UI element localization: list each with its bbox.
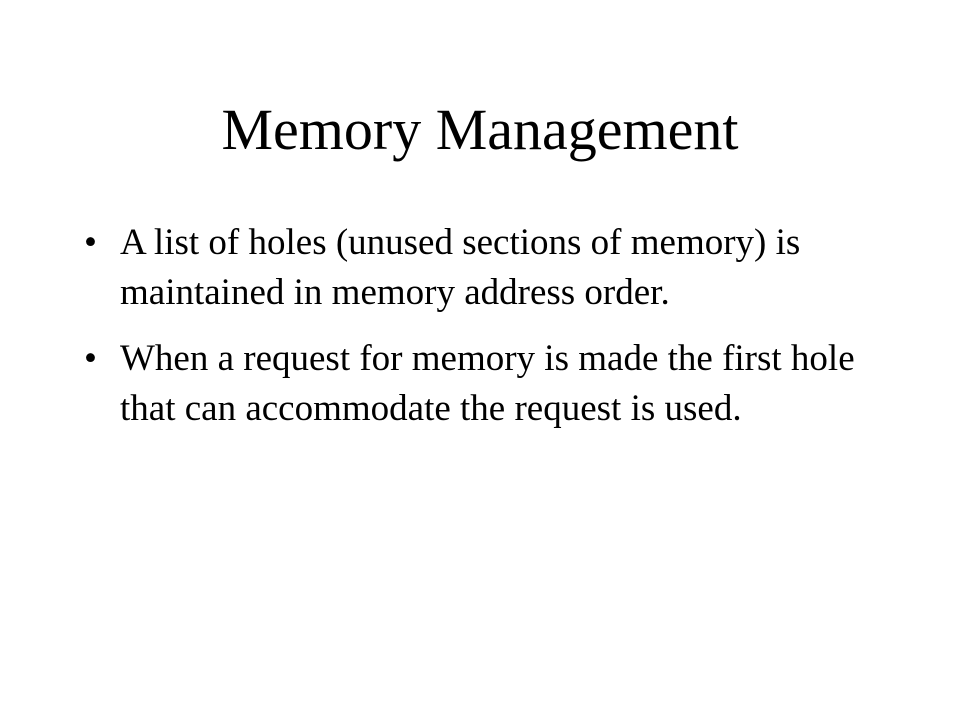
bullet-text: When a request for memory is made the first hole that can accommodate the request is used. bbox=[120, 338, 855, 429]
bullet-item bbox=[84, 334, 884, 434]
bullet-icon: • bbox=[84, 222, 97, 263]
bullet-list bbox=[84, 218, 884, 450]
bullet-icon: • bbox=[84, 338, 97, 379]
bullet-item bbox=[84, 218, 884, 318]
slide-title: Memory Management bbox=[221, 97, 739, 162]
bullet-text: A list of holes (unused sections of memory) is maintained in memory address order. bbox=[120, 222, 801, 313]
